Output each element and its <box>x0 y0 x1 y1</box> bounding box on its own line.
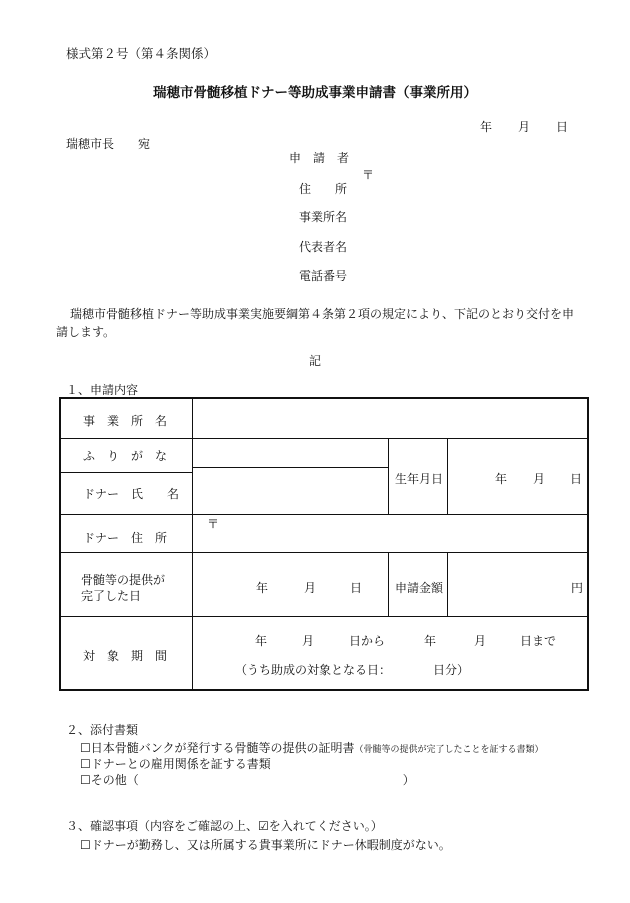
column-divider <box>388 552 389 616</box>
row-divider <box>61 438 587 439</box>
row-divider <box>61 552 587 553</box>
birth-month: 月 <box>533 472 546 486</box>
donor-address-label: ドナー 住 所 <box>83 531 168 545</box>
row-divider <box>61 472 192 473</box>
birth-day: 日 <box>570 472 583 486</box>
donor-name-field[interactable] <box>194 469 386 513</box>
row-divider <box>61 514 587 515</box>
period-label: 対 象 期 間 <box>83 649 168 663</box>
donor-address-field[interactable] <box>194 516 585 551</box>
period-from-day: 日から <box>349 634 386 648</box>
period-to-month: 月 <box>474 634 487 648</box>
section2-title: ２、添付書類 <box>66 723 139 737</box>
company-name-field[interactable] <box>194 401 585 437</box>
applicant-representative-label: 代表者名 <box>299 240 348 254</box>
attachment-item-1-note: （骨髄等の提供が完了したことを証する書類） <box>354 745 544 755</box>
completion-date-label-2: 完了した日 <box>81 589 142 603</box>
period-to-day: 日まで <box>520 634 557 648</box>
furigana-label: ふ り が な <box>83 449 168 463</box>
row-divider <box>192 467 388 468</box>
birth-year: 年 <box>495 472 508 486</box>
column-divider <box>388 438 389 514</box>
period-to-year: 年 <box>424 634 437 648</box>
applicant-address-label: 住 所 <box>299 182 348 196</box>
application-table <box>59 397 589 691</box>
column-divider <box>447 552 448 616</box>
attachment-item-2[interactable]: ☐ドナーとの雇用関係を証する書類 <box>80 757 271 771</box>
period-note: （うち助成の対象となる日： 日分） <box>235 663 470 677</box>
amount-label: 申請金額 <box>395 581 444 595</box>
section1-title: １、申請内容 <box>66 383 139 397</box>
date-year: 年 <box>480 120 493 134</box>
date-month: 月 <box>518 120 531 134</box>
applicant-company-label: 事業所名 <box>299 210 348 224</box>
date-day: 日 <box>556 120 569 134</box>
applicant-phone-label: 電話番号 <box>299 269 348 283</box>
column-divider <box>447 438 448 514</box>
page-title: 瑞穂市骨髄移植ドナー等助成事業申請書（事業所用） <box>153 85 477 101</box>
period-from-month: 月 <box>302 634 315 648</box>
attachment-item-3[interactable]: ☐その他（ ） <box>80 773 415 787</box>
amount-unit: 円 <box>571 581 584 595</box>
applicant-postal-mark: 〒 <box>362 168 375 182</box>
donor-name-label: ドナー 氏 名 <box>83 487 180 501</box>
applicant-heading: 申 請 者 <box>289 151 350 165</box>
addressee: 瑞穂市長 宛 <box>66 137 151 151</box>
confirmation-item-1[interactable]: ☐ドナーが勤務し、又は所属する貴事業所にドナー休暇制度がない。 <box>80 838 451 852</box>
company-name-label: 事 業 所 名 <box>83 414 168 428</box>
completion-day: 日 <box>350 581 363 595</box>
submission-date <box>480 118 568 135</box>
completion-year: 年 <box>256 581 269 595</box>
birth-date-label: 生年月日 <box>395 472 444 486</box>
application-statement: 瑞穂市骨髄移植ドナー等助成事業実施要綱第４条第２項の規定により、下記のとおり交付を申請します。 <box>56 307 575 339</box>
column-divider <box>192 399 193 689</box>
completion-date-label-1: 骨髄等の提供が <box>81 573 166 587</box>
furigana-field[interactable] <box>194 440 386 466</box>
completion-month: 月 <box>304 581 317 595</box>
attachment-item-1-label: ☐日本骨髄バンクが発行する骨髄等の提供の証明書 <box>80 741 355 755</box>
row-divider <box>61 616 587 617</box>
ki-mark: 記 <box>308 354 321 368</box>
attachment-item-1[interactable] <box>80 739 544 756</box>
form-number: 様式第２号（第４条関係） <box>66 46 217 61</box>
section3-title: ３、確認事項（内容をご確認の上、☑を入れてください。） <box>66 819 383 833</box>
donor-postal-mark: 〒 <box>207 517 220 531</box>
period-from-year: 年 <box>255 634 268 648</box>
